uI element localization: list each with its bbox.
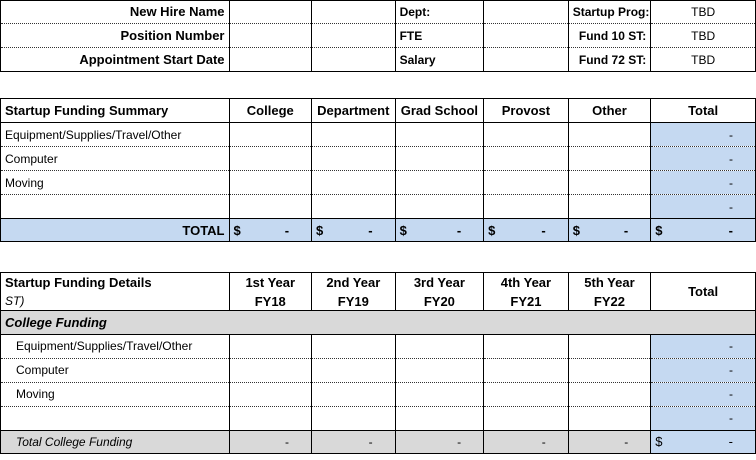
cell[interactable] xyxy=(312,123,396,147)
cell[interactable] xyxy=(395,147,484,171)
col-other: Other xyxy=(568,99,651,123)
total-college xyxy=(229,219,312,242)
spacer-cell xyxy=(1,242,756,266)
header-block xyxy=(0,0,756,75)
row-label-moving: Moving xyxy=(1,171,230,195)
dash: - xyxy=(541,222,546,238)
cell[interactable] xyxy=(484,406,569,430)
cell[interactable] xyxy=(229,382,312,406)
position-number-input[interactable] xyxy=(229,24,312,48)
appointment-start-date-input-2[interactable] xyxy=(312,48,396,72)
summary-row-equipment xyxy=(1,123,756,147)
cell[interactable] xyxy=(484,334,569,358)
col-fy18: FY18 xyxy=(229,293,312,311)
cell[interactable] xyxy=(229,334,312,358)
row-label-equipment: Equipment/Supplies/Travel/Other xyxy=(1,123,230,147)
dollar-sign: $ xyxy=(572,222,580,238)
college-funding-section-label: College Funding xyxy=(1,310,756,334)
cell[interactable] xyxy=(568,147,651,171)
cell[interactable] xyxy=(312,382,396,406)
header-row-new-hire xyxy=(1,0,756,24)
summary-header-row xyxy=(1,99,756,123)
header-row-position xyxy=(1,24,756,48)
new-hire-name-label: New Hire Name xyxy=(1,0,230,24)
cell[interactable] xyxy=(1,195,230,219)
details-header-row-2 xyxy=(1,293,756,311)
dash: - xyxy=(728,222,733,238)
cell[interactable] xyxy=(395,171,484,195)
total-fy18: - xyxy=(229,430,312,453)
cell[interactable] xyxy=(568,334,651,358)
header-row-start-date xyxy=(1,48,756,72)
total-cell: - xyxy=(651,171,756,195)
dollar-sign: $ xyxy=(233,222,241,238)
total-college-funding-label: Total College Funding xyxy=(1,430,230,453)
total-cell: - xyxy=(651,123,756,147)
col-year-3: 3rd Year xyxy=(395,273,484,293)
fte-label: FTE xyxy=(395,24,484,48)
total-cell: - xyxy=(651,382,756,406)
row-label-computer: Computer xyxy=(1,358,230,382)
col-provost: Provost xyxy=(484,99,569,123)
fund-72-value[interactable]: TBD xyxy=(651,48,756,72)
row-label-computer: Computer xyxy=(1,147,230,171)
col-grad-school: Grad School xyxy=(395,99,484,123)
cell[interactable] xyxy=(395,123,484,147)
details-total-row xyxy=(1,430,756,453)
total-provost xyxy=(484,219,569,242)
dollar-sign: $ xyxy=(655,434,663,449)
cell[interactable] xyxy=(312,171,396,195)
cell[interactable] xyxy=(568,123,651,147)
fund-10-value[interactable]: TBD xyxy=(651,24,756,48)
col-fy21: FY21 xyxy=(484,293,569,311)
details-col-total: Total xyxy=(651,273,756,311)
total-fy20: - xyxy=(395,430,484,453)
col-year-1: 1st Year xyxy=(229,273,312,293)
dash: - xyxy=(284,222,290,238)
details-subtitle: ST) xyxy=(1,293,230,311)
cell[interactable] xyxy=(312,358,396,382)
cell[interactable] xyxy=(312,406,396,430)
col-year-4: 4th Year xyxy=(484,273,569,293)
spacer-row-2 xyxy=(1,242,756,266)
total-label: TOTAL xyxy=(1,219,230,242)
summary-row-moving xyxy=(1,171,756,195)
col-department: Department xyxy=(312,99,396,123)
appointment-start-date-label: Appointment Start Date xyxy=(1,48,230,72)
details-row-computer xyxy=(1,358,756,382)
total-total xyxy=(651,219,756,242)
cell[interactable] xyxy=(229,171,312,195)
position-number-input-2[interactable] xyxy=(312,24,396,48)
cell[interactable] xyxy=(395,382,484,406)
total-fy22: - xyxy=(568,430,651,453)
appointment-start-date-input[interactable] xyxy=(229,48,312,72)
col-year-5: 5th Year xyxy=(568,273,651,293)
position-number-label: Position Number xyxy=(1,24,230,48)
cell[interactable] xyxy=(1,406,230,430)
details-row-blank xyxy=(1,406,756,430)
cell[interactable] xyxy=(395,195,484,219)
startup-prog-value[interactable]: TBD xyxy=(651,0,756,24)
cell[interactable] xyxy=(568,358,651,382)
cell[interactable] xyxy=(312,195,396,219)
cell[interactable] xyxy=(395,406,484,430)
total-cell: - xyxy=(651,147,756,171)
total-fy19: - xyxy=(312,430,396,453)
funding-details-table xyxy=(0,272,756,454)
total-cell: - xyxy=(651,195,756,219)
dash: - xyxy=(368,222,373,238)
spacer-row xyxy=(1,75,756,99)
startup-prog-label: Startup Prog: xyxy=(568,0,651,24)
dept-label: Dept: xyxy=(395,0,484,24)
summary-row-blank xyxy=(1,195,756,219)
new-hire-name-input[interactable] xyxy=(229,0,312,24)
cell[interactable] xyxy=(312,147,396,171)
dash: - xyxy=(623,222,629,238)
details-row-equipment xyxy=(1,334,756,358)
salary-label: Salary xyxy=(395,48,484,72)
dept-input[interactable] xyxy=(484,0,569,24)
total-cell: - xyxy=(651,406,756,430)
new-hire-name-input-2[interactable] xyxy=(312,0,396,24)
total-grad-school xyxy=(395,219,484,242)
cell[interactable] xyxy=(229,358,312,382)
cell[interactable] xyxy=(568,195,651,219)
total-fy21: - xyxy=(484,430,569,453)
summary-total-row xyxy=(1,219,756,242)
dollar-sign: $ xyxy=(316,222,324,238)
fund-72-label: Fund 72 ST: xyxy=(568,48,651,72)
dash: - xyxy=(728,434,733,449)
col-fy20: FY20 xyxy=(395,293,484,311)
funding-summary-table xyxy=(0,75,756,265)
cell[interactable] xyxy=(229,406,312,430)
summary-title: Startup Funding Summary xyxy=(1,99,230,123)
row-label-moving: Moving xyxy=(1,382,230,406)
total-cell: - xyxy=(651,358,756,382)
summary-row-computer xyxy=(1,147,756,171)
cell[interactable] xyxy=(568,406,651,430)
dash: - xyxy=(456,222,462,238)
dollar-sign: $ xyxy=(488,222,496,238)
cell[interactable] xyxy=(229,147,312,171)
total-cell: - xyxy=(651,334,756,358)
details-title: Startup Funding Details xyxy=(1,273,230,293)
fund-10-label: Fund 10 ST: xyxy=(568,24,651,48)
cell[interactable] xyxy=(229,123,312,147)
salary-input[interactable] xyxy=(484,48,569,72)
details-row-moving xyxy=(1,382,756,406)
cell[interactable] xyxy=(568,382,651,406)
college-funding-section-row xyxy=(1,310,756,334)
cell[interactable] xyxy=(568,171,651,195)
total-college-funding-total xyxy=(651,430,756,453)
dollar-sign: $ xyxy=(655,222,663,238)
col-fy22: FY22 xyxy=(568,293,651,311)
row-label-equipment: Equipment/Supplies/Travel/Other xyxy=(1,334,230,358)
cell[interactable] xyxy=(484,147,569,171)
col-fy19: FY19 xyxy=(312,293,396,311)
total-other xyxy=(568,219,651,242)
cell[interactable] xyxy=(484,358,569,382)
spacer-cell xyxy=(1,75,756,99)
cell[interactable] xyxy=(312,334,396,358)
col-total: Total xyxy=(651,99,756,123)
col-year-2: 2nd Year xyxy=(312,273,396,293)
cell[interactable] xyxy=(395,334,484,358)
total-department xyxy=(312,219,396,242)
cell[interactable] xyxy=(229,195,312,219)
cell[interactable] xyxy=(484,123,569,147)
cell[interactable] xyxy=(484,171,569,195)
cell[interactable] xyxy=(484,382,569,406)
dollar-sign: $ xyxy=(399,222,407,238)
col-college: College xyxy=(229,99,312,123)
cell[interactable] xyxy=(484,195,569,219)
details-header-row-1 xyxy=(1,273,756,293)
cell[interactable] xyxy=(395,358,484,382)
fte-input[interactable] xyxy=(484,24,569,48)
